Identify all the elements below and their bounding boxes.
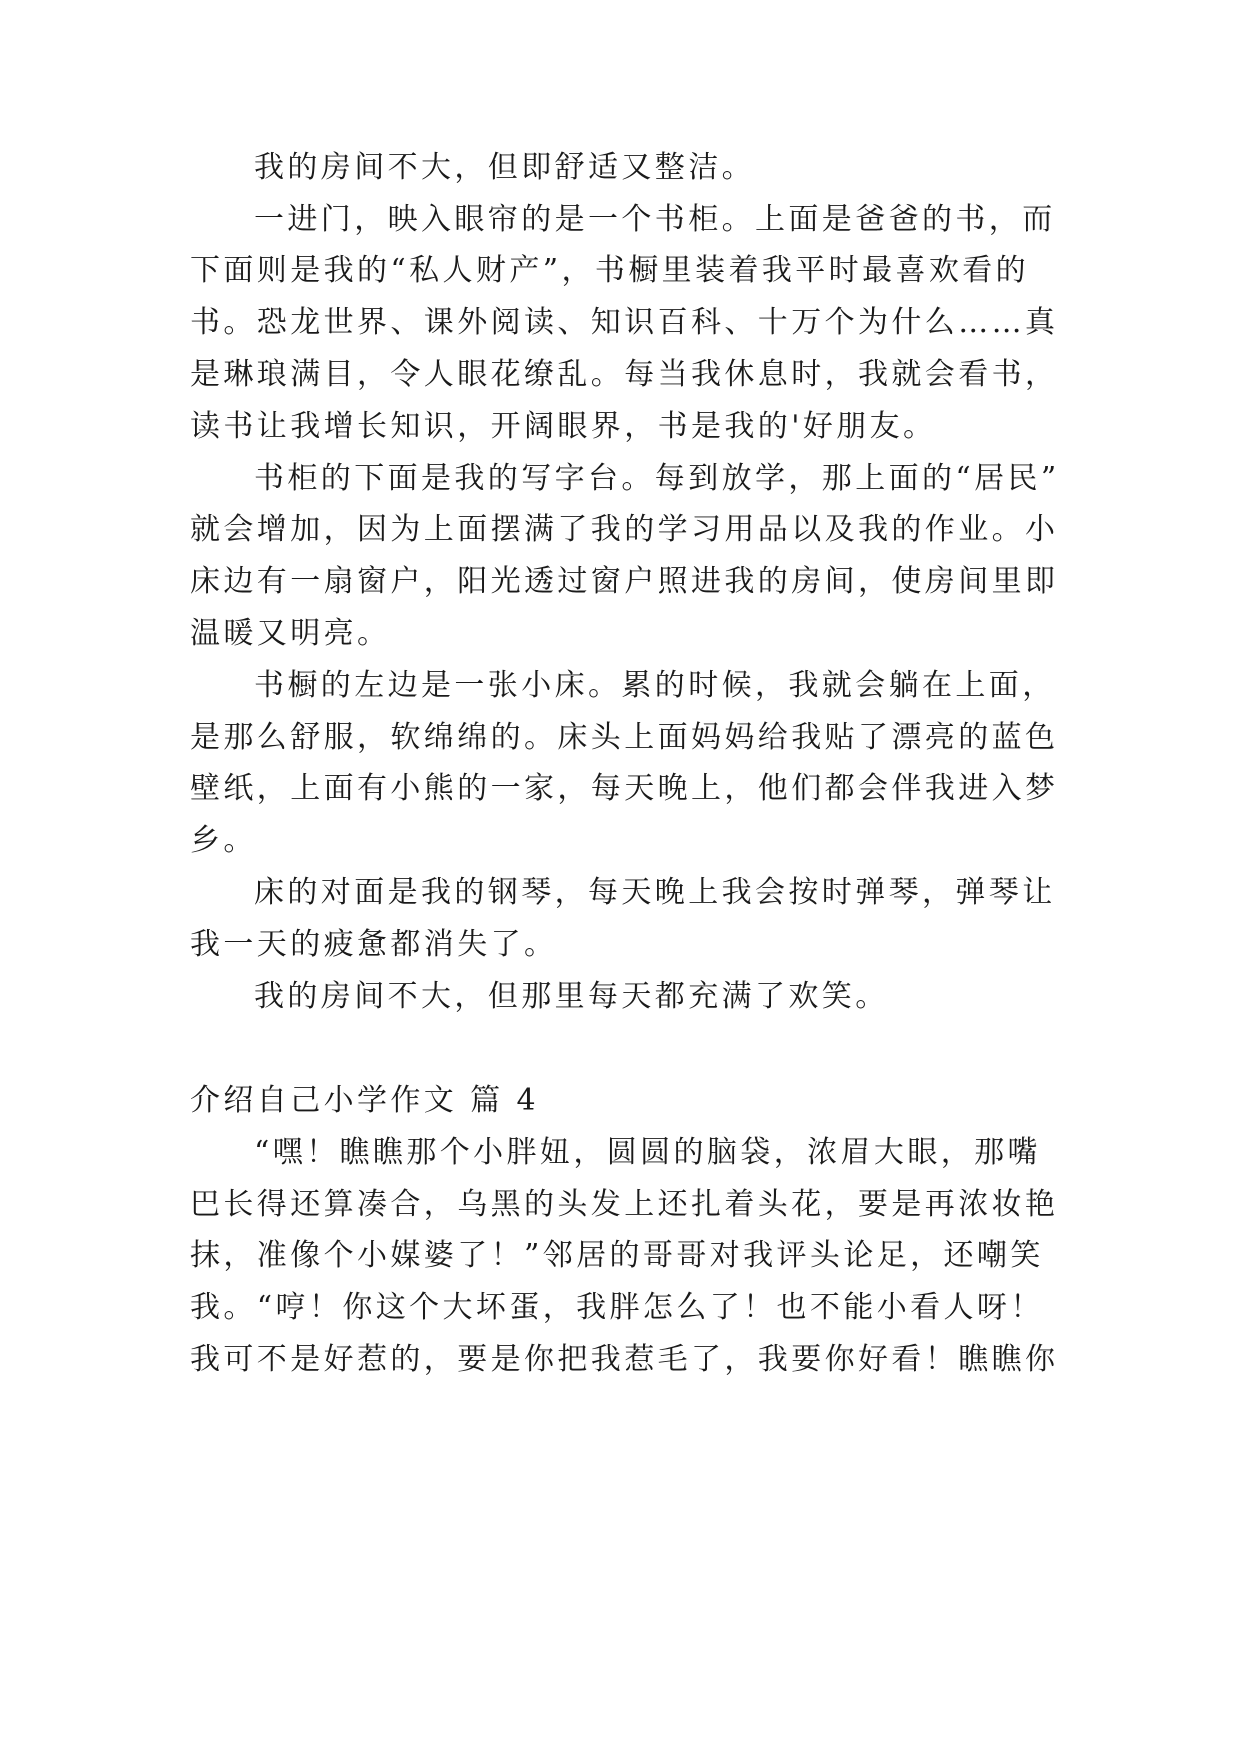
paragraph-line: 我。“哼！你这个大坏蛋，我胖怎么了！也不能小看人呀！ (190, 1290, 1044, 1325)
paragraph-line: 就会增加，因为上面摆满了我的学习用品以及我的作业。小 (190, 512, 1059, 547)
paragraph-line: “嘿！瞧瞧那个小胖妞，圆圆的脑袋，浓眉大眼，那嘴 (254, 1135, 1041, 1170)
paragraph-line: 我的房间不大，但即舒适又整洁。 (254, 150, 755, 185)
paragraph-line: 我的房间不大，但那里每天都充满了欢笑。 (254, 979, 889, 1014)
paragraph-line: 床的对面是我的钢琴，每天晚上我会按时弹琴，弹琴让 (254, 875, 1056, 910)
paragraph-line: 温暖又明亮。 (190, 616, 391, 651)
paragraph-line: 巴长得还算凑合，乌黑的头发上还扎着头花，要是再浓妆艳 (190, 1187, 1059, 1222)
paragraph-line: 我可不是好惹的，要是你把我惹毛了，我要你好看！瞧瞧你 (190, 1342, 1059, 1377)
paragraph-line: 书。恐龙世界、课外阅读、知识百科、十万个为什么……真 (190, 305, 1059, 340)
paragraph-line: 壁纸，上面有小熊的一家，每天晚上，他们都会伴我进入梦 (190, 771, 1059, 806)
paragraph-line: 书橱的左边是一张小床。累的时候，我就会躺在上面， (254, 668, 1056, 703)
paragraph-line: 读书让我增长知识，开阔眼界，书是我的'好朋友。 (190, 409, 937, 444)
paragraph-line: 是那么舒服，软绵绵的。床头上面妈妈给我贴了漂亮的蓝色 (190, 720, 1059, 755)
paragraph-line: 我一天的疲惫都消失了。 (190, 927, 558, 962)
paragraph-line: 一进门，映入眼帘的是一个书柜。上面是爸爸的书，而 (254, 202, 1056, 237)
paragraph-line: 是琳琅满目，令人眼花缭乱。每当我休息时，我就会看书， (190, 357, 1059, 392)
paragraph-line: 床边有一扇窗户，阳光透过窗户照进我的房间，使房间里即 (190, 564, 1059, 599)
paragraph-line: 下面则是我的“私人财产”，书橱里装着我平时最喜欢看的 (190, 253, 1030, 288)
section-heading: 介绍自己小学作文 篇 4 (190, 1083, 539, 1118)
paragraph-line: 乡。 (190, 823, 257, 858)
paragraph-line: 抹，准像个小媒婆了！”邻居的哥哥对我评头论足，还嘲笑 (190, 1238, 1044, 1273)
paragraph-line: 书柜的下面是我的写字台。每到放学，那上面的“居民” (254, 461, 1060, 496)
